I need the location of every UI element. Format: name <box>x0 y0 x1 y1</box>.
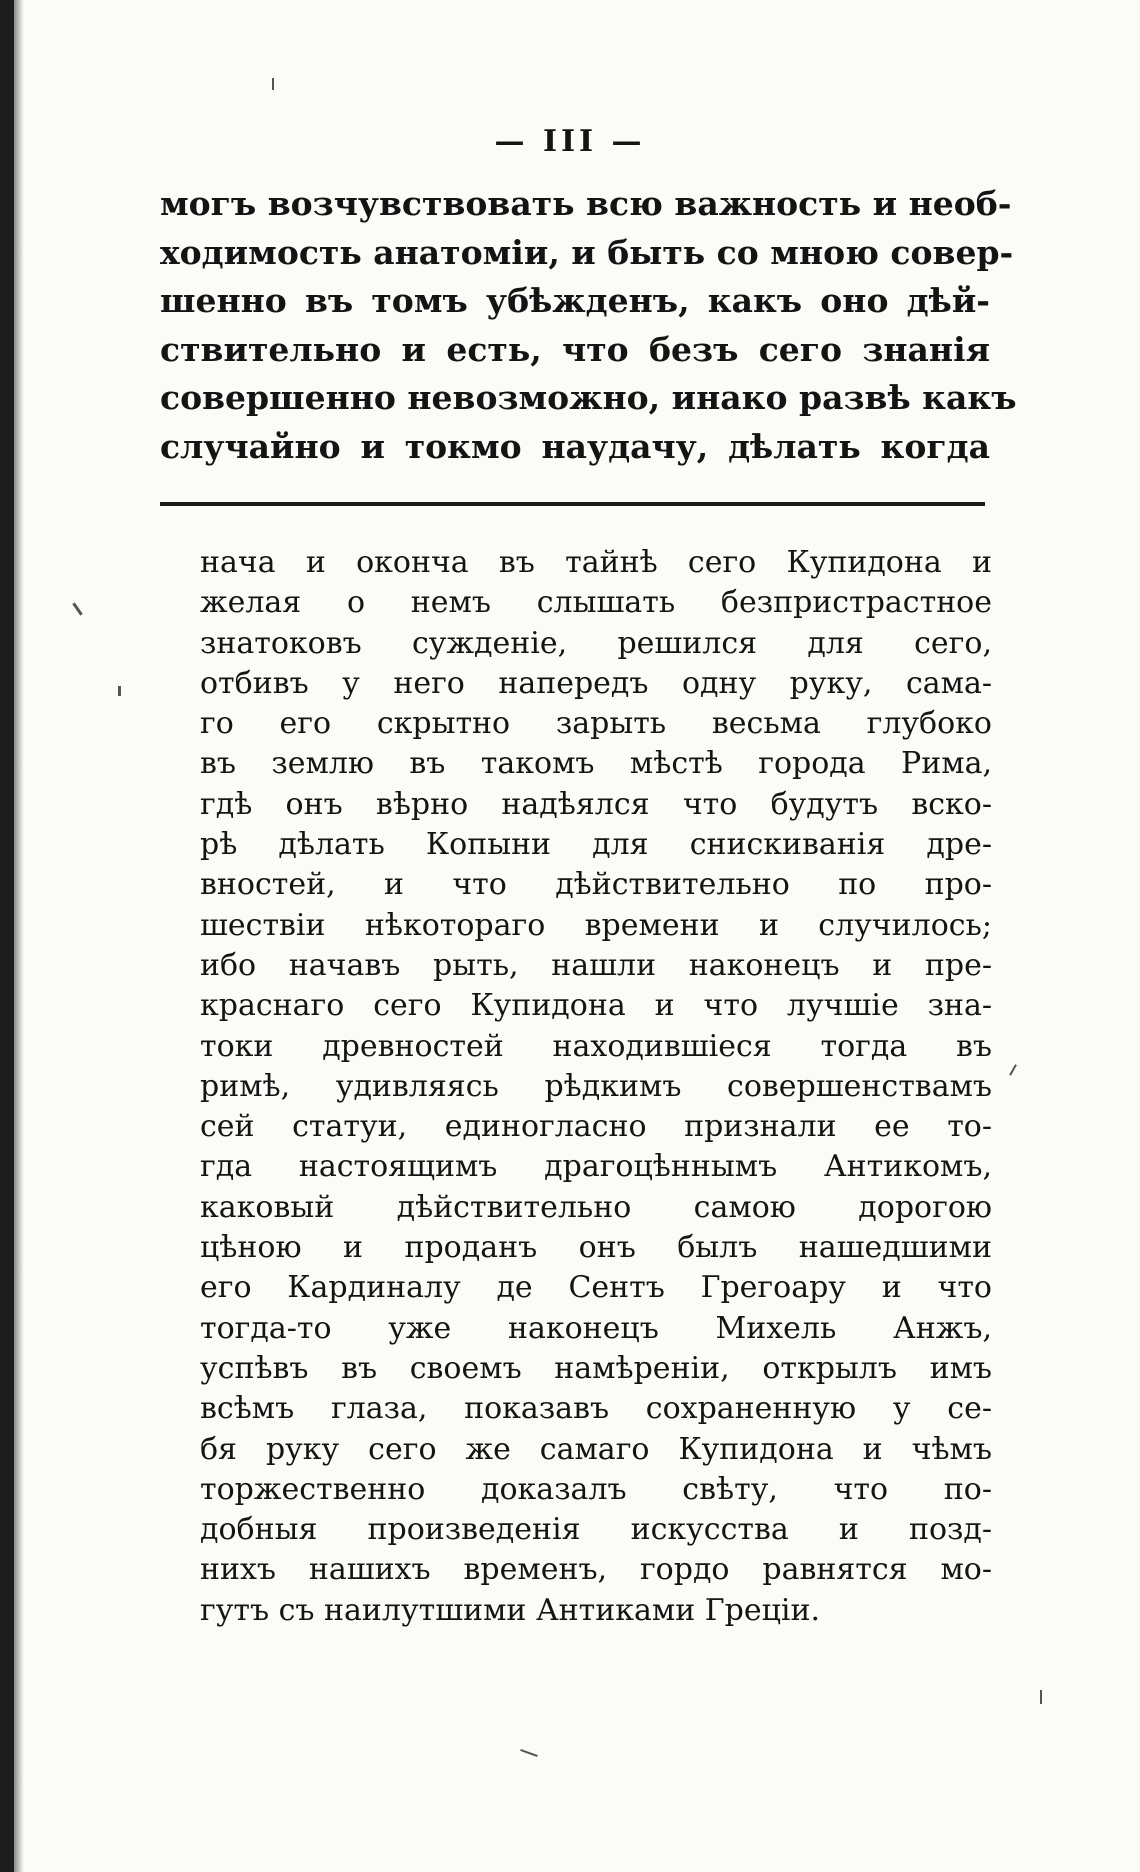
footnote-line: бя руку сего же самаго Купидона и чѣмъ <box>200 1431 992 1467</box>
print-speck <box>272 78 274 90</box>
footnote-line: сей статуи, единогласно признали ее то- <box>200 1109 992 1145</box>
footnote-line: рѣ дѣлать Копыни для снискиванія дре- <box>200 827 992 863</box>
main-text-line: совершенно невозможно, инако развѣ какъ <box>160 378 1017 417</box>
footnote-line: цѣною и проданъ онъ былъ нашедшими <box>200 1230 992 1266</box>
footnote-line: гда настоящимъ драгоцѣннымъ Антикомъ, <box>200 1149 992 1185</box>
main-text-line: шенно въ томъ убѣжденъ, какъ оно дѣй- <box>160 281 990 320</box>
main-text-block <box>160 180 1017 471</box>
footnote-line: отбивъ у него напередъ одну руку, сама- <box>200 665 992 701</box>
footnote-line: знатоковъ сужденіе, решился для сего, <box>200 625 992 661</box>
main-text-line: ходимость анатоміи, и быть со мною совер- <box>160 232 1014 272</box>
footnote-line: добныя произведенія искусства и позд- <box>200 1512 992 1548</box>
footnote-separator-rule <box>160 502 985 506</box>
footnote-line: ибо начавъ рыть, нашли наконецъ и пре- <box>200 947 992 983</box>
footnote-line: токи древностей находившіеся тогда въ <box>200 1028 992 1064</box>
footnote-line: желая о немъ слышать безпристрастное <box>200 585 992 621</box>
footnote-line: вностей, и что дѣйствительно по про- <box>200 867 992 903</box>
footnote-line: римѣ, удивляясь рѣдкимъ совершенствамъ <box>200 1068 992 1104</box>
footnote-line: краснаго сего Купидона и что лучшіе зна- <box>200 988 992 1024</box>
footnote-line: гутъ съ наилутшими Антиками Греціи. <box>200 1592 820 1628</box>
page-spine-shadow <box>14 0 24 1872</box>
print-speck <box>1040 1690 1042 1704</box>
print-speck <box>520 1749 538 1757</box>
print-speck <box>1009 1064 1017 1075</box>
footnote-line: его Кардиналу де Сентъ Грегоару и что <box>200 1270 992 1306</box>
footnote-line: тогда-то уже наконецъ Михель Анжъ, <box>200 1310 992 1346</box>
footnote-block <box>200 543 992 1631</box>
footnote-line: успѣвъ въ своемъ намѣреніи, открылъ имъ <box>200 1350 992 1386</box>
print-speck <box>72 602 82 615</box>
main-text-line: ствительно и есть, что безъ сего знанія <box>160 329 990 369</box>
footnote-line: шествіи нѣкотораго времени и случилось; <box>200 907 992 943</box>
footnote-line: гдѣ онъ вѣрно надѣялся что будутъ вско- <box>200 786 992 822</box>
page-spine-edge <box>0 0 14 1872</box>
main-text-line: могъ возчувствовать всю важность и необ- <box>160 184 1012 223</box>
print-speck <box>118 686 121 696</box>
footnote-line: всѣмъ глаза, показавъ сохраненную у се- <box>200 1391 992 1427</box>
footnote-line: нача и оконча въ тайнѣ сего Купидона и <box>200 545 992 580</box>
footnote-line: торжественно доказалъ свѣту, что по- <box>200 1471 992 1507</box>
page-number: — III — <box>494 124 646 159</box>
main-text-line: случайно и токмо наудачу, дѣлать когда <box>160 426 990 466</box>
footnote-line: въ землю въ такомъ мѣстѣ города Рима, <box>200 746 992 782</box>
footnote-line: го его скрытно зарыть весьма глубоко <box>200 706 992 742</box>
footnote-line: нихъ нашихъ временъ, гордо равнятся мо- <box>200 1552 992 1588</box>
footnote-line: каковый дѣйствительно самою дорогою <box>200 1189 992 1225</box>
